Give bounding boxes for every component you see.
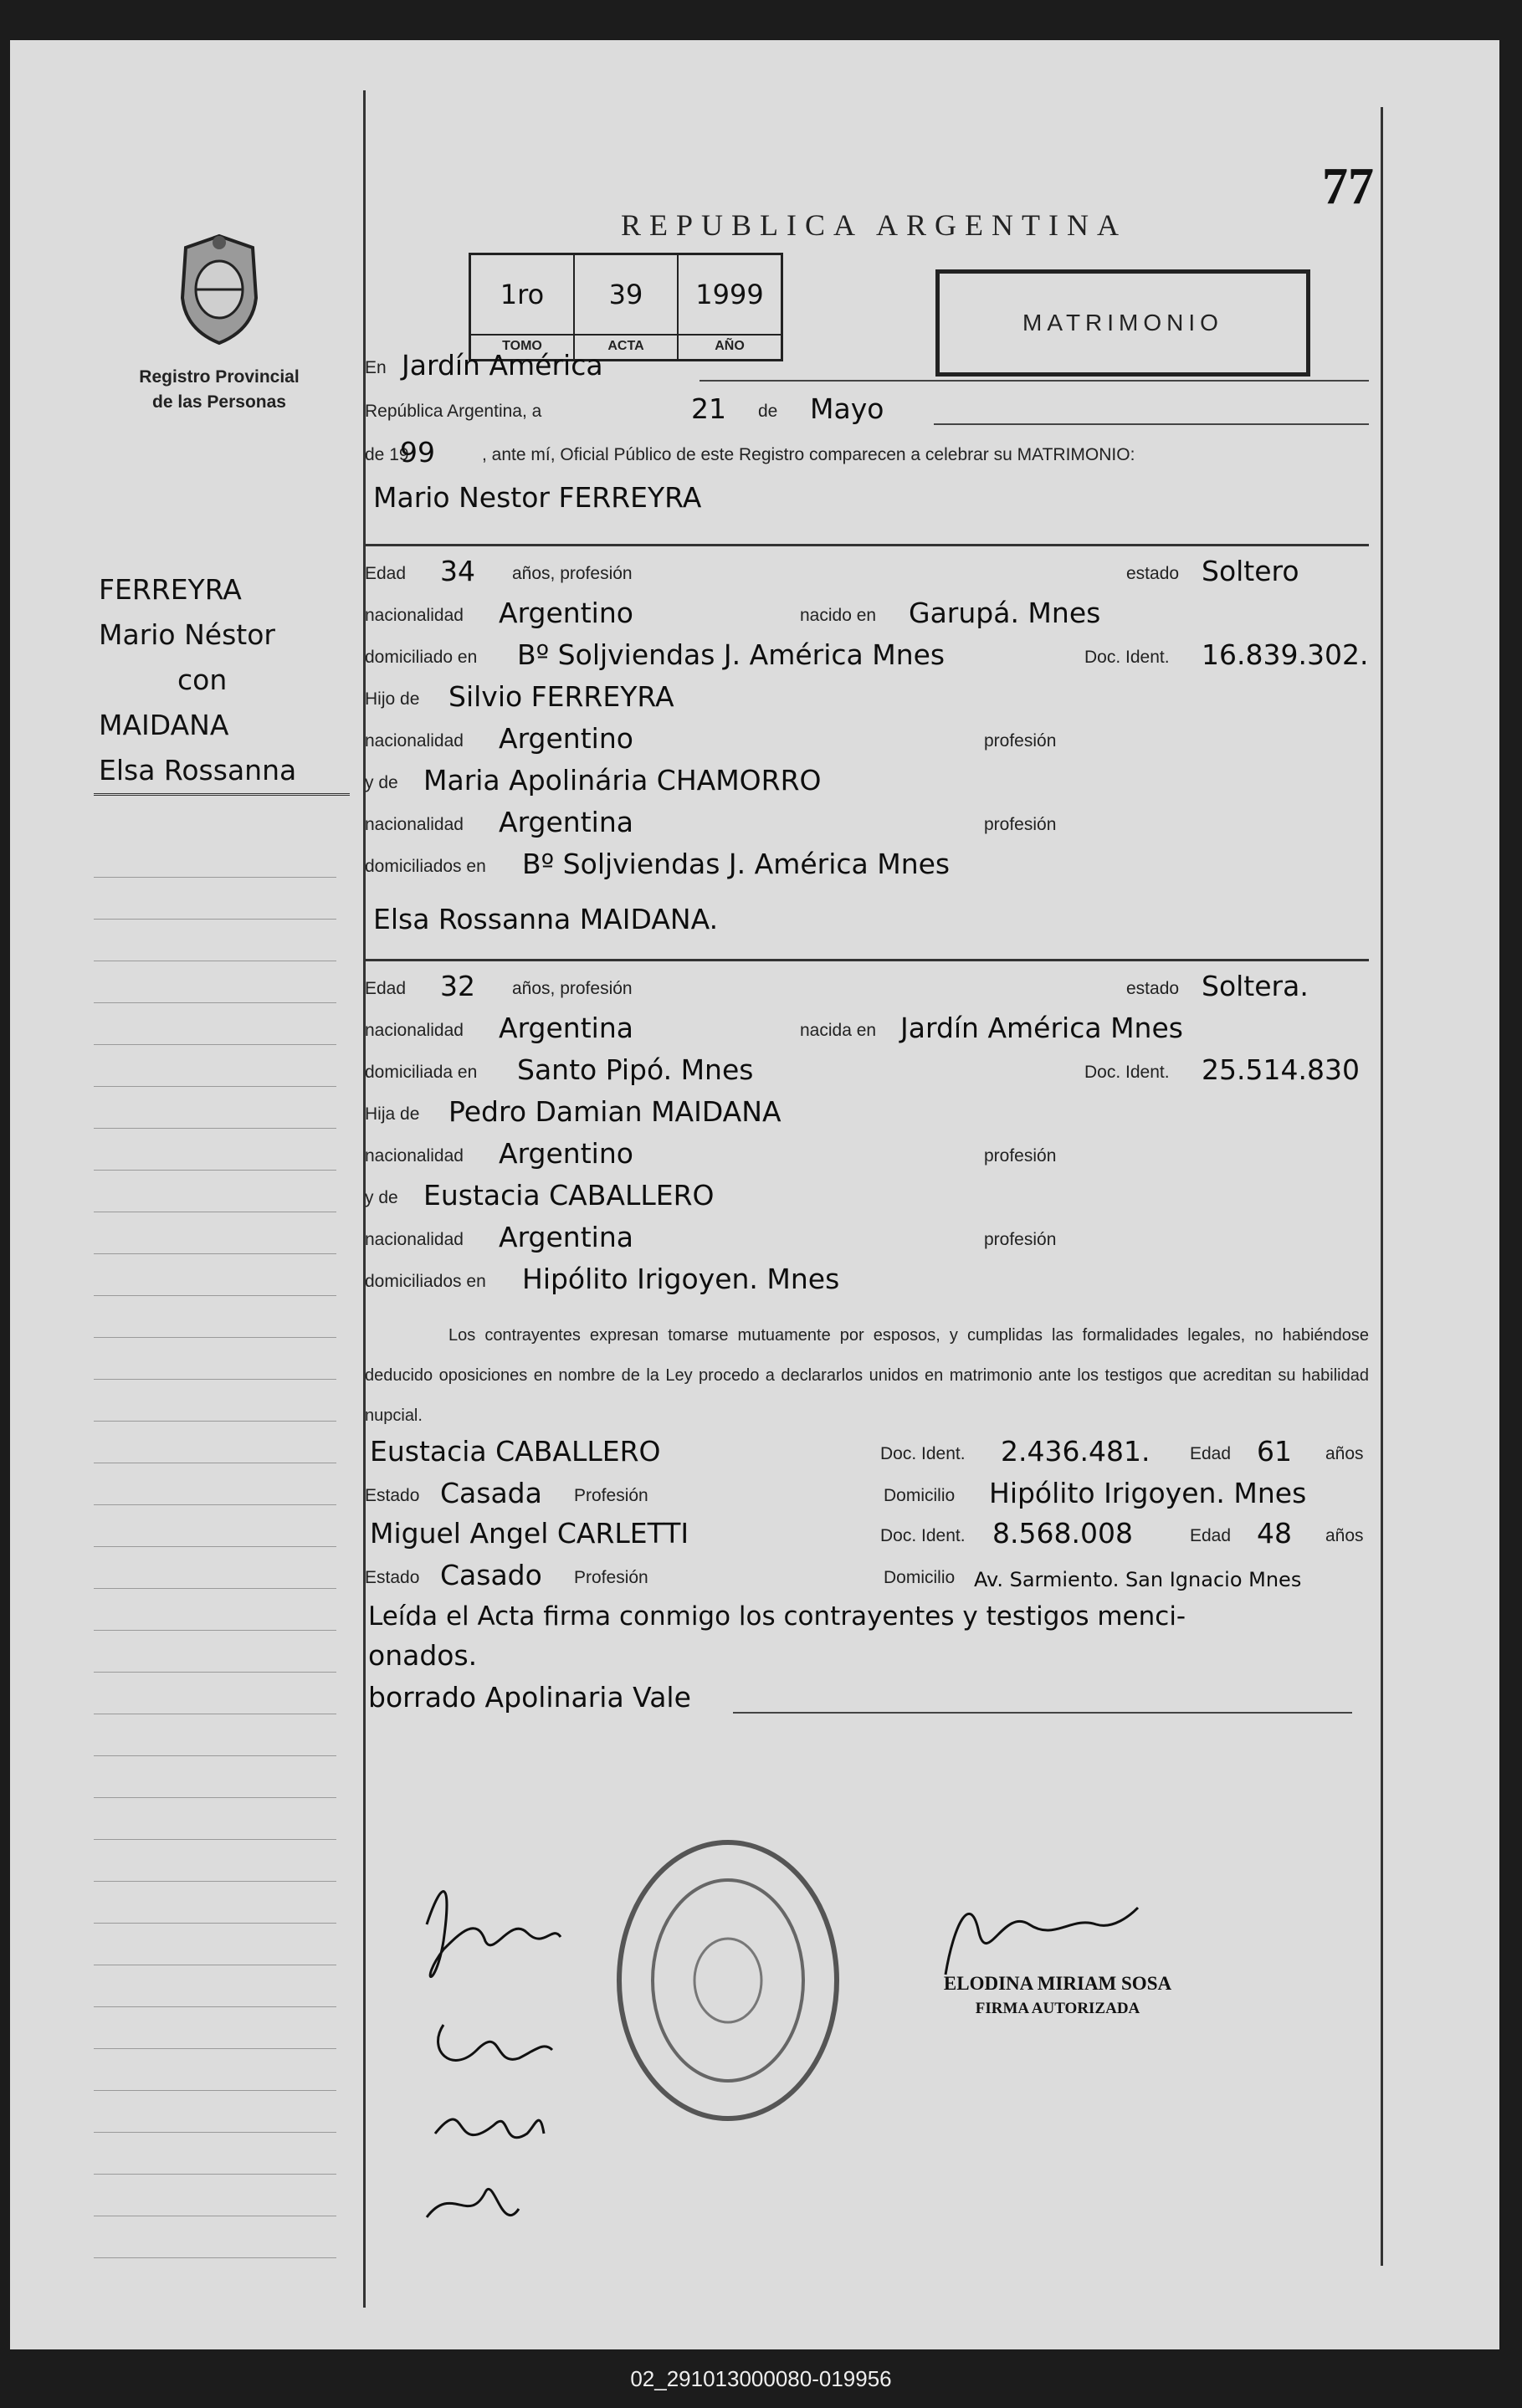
ruled-line [94, 1170, 336, 1171]
ruled-line [94, 2174, 336, 2175]
groom-parents-address-row [365, 848, 1369, 882]
official-seal-icon [611, 1834, 845, 2127]
witness-2-address: Av. Sarmiento. San Ignacio Mnes [974, 1568, 1302, 1591]
witness-2-row [365, 1518, 1369, 1551]
ruled-line [94, 1421, 336, 1422]
tomo-label: TOMO [471, 334, 573, 354]
bride-parents-address: Hipólito Irigoyen. Mnes [522, 1263, 840, 1295]
label-profesion: profesión [984, 1230, 1057, 1249]
ruled-line [94, 2048, 336, 2049]
ruled-line [94, 1881, 336, 1882]
place-value: Jardín América [402, 349, 603, 382]
margin-note-line: Mario Néstor [99, 618, 275, 651]
witness-2-detail-row [365, 1560, 1369, 1593]
ruled-line [94, 1337, 336, 1338]
ruled-line [94, 1797, 336, 1798]
declaration-paragraph: Los contrayentes expresan tomarse mutuamente por esposos, y cumplidas las formalidades legales, no habiéndose deducido oposiciones en nombre de la Ley procedo a declararlos unidos en matrimonio ante los testigos que acreditan su habilidad nupcial. [365, 1326, 1369, 1425]
bride-parents-address-row [365, 1263, 1369, 1297]
groom-mother-nationality: Argentina [499, 806, 633, 838]
ano-label: AÑO [679, 334, 781, 354]
label-year-prefix: de 19 [365, 445, 409, 464]
bride-father-nat-row [365, 1138, 1369, 1171]
witness-1-age: 61 [1257, 1435, 1292, 1468]
official-role: FIRMA AUTORIZADA [975, 2000, 1140, 2017]
tomo-cell [471, 255, 575, 359]
bride-mother-row [365, 1180, 1369, 1213]
groom-mother-nat-row [365, 807, 1369, 840]
closing-row-1 [365, 1600, 1369, 1633]
ruled-line [94, 1672, 336, 1673]
ruled-line [94, 2257, 336, 2258]
label-doc: Doc. Ident. [880, 1444, 966, 1463]
bride-mother-nat-row [365, 1222, 1369, 1255]
label-anos: años [1325, 1444, 1364, 1463]
groom-civil-status: Soltero [1202, 555, 1299, 587]
bride-civil-status: Soltera. [1202, 970, 1309, 1002]
label-domiciliados: domiciliados en [365, 1272, 486, 1291]
ruled-line [94, 1755, 336, 1756]
groom-age: 34 [440, 555, 475, 587]
year-value: 99 [400, 436, 435, 469]
scan-identifier: 02_291013000080-019956 [630, 2366, 892, 2391]
ruled-line [94, 1923, 336, 1924]
label-estado: estado [1126, 979, 1180, 998]
acta-cell [575, 255, 679, 359]
organization-line: Registro Provincial [139, 367, 300, 387]
right-rule [1381, 107, 1383, 2266]
label-profesion: Profesión [574, 1568, 648, 1587]
label-profesion: profesión [984, 1146, 1057, 1166]
margin-note-line: con [177, 663, 228, 696]
witness-1-row [365, 1436, 1369, 1469]
fill-line [934, 423, 1369, 425]
witness-2-name: Miguel Angel CARLETTI [370, 1517, 689, 1550]
groom-age-row [365, 556, 1369, 589]
witness-1-address: Hipólito Irigoyen. Mnes [989, 1477, 1307, 1509]
official-name: ELODINA MIRIAM SOSA [943, 1973, 1172, 1994]
official-stamp [907, 1973, 1208, 2018]
ruled-line [94, 1044, 336, 1045]
witness-2-age: 48 [1257, 1517, 1292, 1550]
groom-father-nat-row [365, 723, 1369, 756]
label-nacido: nacido en [800, 606, 877, 625]
label-y-de: y de [365, 773, 398, 792]
groom-parents-address: Bº Soljviendas J. América Mnes [522, 848, 951, 880]
bride-birthplace: Jardín América Mnes [900, 1012, 1183, 1044]
bride-age-row [365, 971, 1369, 1004]
month-value: Mayo [810, 392, 884, 425]
label-profesion: profesión [984, 731, 1057, 751]
witness-1-civil-status: Casada [440, 1477, 542, 1509]
ruled-line [94, 1379, 336, 1380]
label-edad: Edad [365, 564, 407, 583]
groom-father-nationality: Argentino [499, 722, 633, 755]
label-edad: Edad [365, 979, 407, 998]
ruled-line [94, 2132, 336, 2133]
witness-2-document: 8.568.008 [992, 1517, 1133, 1550]
bride-father-row [365, 1096, 1369, 1130]
ano-value: 1999 [695, 279, 764, 310]
registry-box [469, 253, 783, 361]
bride-nationality-row [365, 1012, 1369, 1046]
bride-nationality: Argentina [499, 1012, 633, 1044]
coat-of-arms-icon [169, 231, 269, 348]
acta-value: 39 [608, 279, 643, 310]
label-hija: Hija de [365, 1104, 420, 1124]
margin-note [94, 567, 361, 796]
label-domicilio: Domicilio [884, 1486, 956, 1505]
closing-row-2 [365, 1640, 1369, 1673]
section-divider [365, 544, 1369, 546]
label-nacionalidad: nacionalidad [365, 731, 464, 751]
organization-name [110, 365, 328, 415]
ruled-line [94, 1504, 336, 1505]
label-nacionalidad: nacionalidad [365, 1021, 464, 1040]
tomo-value: 1ro [500, 279, 545, 310]
ano-cell [679, 255, 781, 359]
intro-date-row [365, 393, 1369, 427]
label-estado: Estado [365, 1568, 420, 1587]
label-edad: Edad [1190, 1526, 1232, 1545]
label-nacionalidad: nacionalidad [365, 1146, 464, 1166]
bride-mother-nationality: Argentina [499, 1221, 633, 1253]
label-nacionalidad: nacionalidad [365, 1230, 464, 1249]
bride-name-row [365, 904, 1369, 937]
ruled-line [94, 2090, 336, 2091]
witness-1-document: 2.436.481. [1001, 1435, 1150, 1468]
bride-address-row [365, 1054, 1369, 1088]
correction-note: borrado Apolinaria Vale [368, 1681, 691, 1714]
label-en: En [365, 358, 387, 377]
witness-1-detail-row [365, 1478, 1369, 1511]
groom-document: 16.839.302. [1202, 638, 1369, 671]
label-nacida: nacida en [800, 1021, 877, 1040]
closing-text: Leída el Acta firma conmigo los contrayentes y testigos menci- [368, 1601, 1186, 1632]
correction-row [365, 1682, 1369, 1715]
margin-note-line: MAIDANA [99, 709, 229, 741]
closing-text: onados. [368, 1639, 478, 1672]
label-y-de: y de [365, 1188, 398, 1207]
groom-name-row [365, 482, 1369, 515]
label-nacionalidad: nacionalidad [365, 815, 464, 834]
label-hijo: Hijo de [365, 689, 420, 709]
label-republica: República Argentina, a [365, 402, 542, 421]
acta-label: ACTA [575, 334, 677, 354]
witness-2-civil-status: Casado [440, 1559, 542, 1591]
groom-address: Bº Soljviendas J. América Mnes [517, 638, 945, 671]
label-profesion: Profesión [574, 1486, 648, 1505]
ruled-line [94, 1002, 336, 1003]
ruled-line [94, 1839, 336, 1840]
label-domiciliados: domiciliados en [365, 857, 486, 876]
margin-note-line: Elsa Rossanna [94, 748, 350, 796]
ruled-line [94, 1295, 336, 1296]
bride-document: 25.514.830 [1202, 1053, 1360, 1086]
page-title: REPUBLICA ARGENTINA [621, 208, 1128, 242]
ruled-line [94, 1630, 336, 1631]
groom-mother: Maria Apolinária CHAMORRO [423, 764, 822, 797]
intro-statement-row [365, 437, 1369, 470]
label-doc: Doc. Ident. [1084, 1063, 1170, 1082]
label-de: de [758, 402, 778, 421]
ruled-line [94, 877, 336, 878]
day-value: 21 [691, 392, 726, 425]
bride-father: Pedro Damian MAIDANA [448, 1095, 781, 1128]
label-domicilio: Domicilio [884, 1568, 956, 1587]
label-anos: años [1325, 1526, 1364, 1545]
bride-father-nationality: Argentino [499, 1137, 633, 1170]
ruled-line [94, 1086, 336, 1087]
ruled-line [94, 919, 336, 920]
label-profesion: profesión [984, 815, 1057, 834]
label-doc: Doc. Ident. [880, 1526, 966, 1545]
statement-text: , ante mí, Oficial Público de este Registro comparecen a celebrar su MATRIMONIO: [482, 445, 1135, 464]
section-divider [365, 959, 1369, 961]
record-type-box: MATRIMONIO [935, 269, 1310, 377]
party-signatures [393, 1857, 594, 2242]
bride-address: Santo Pipó. Mnes [517, 1053, 754, 1086]
organization-line: de las Personas [152, 392, 286, 412]
ruled-line [94, 1588, 336, 1589]
label-estado: estado [1126, 564, 1180, 583]
groom-father: Silvio FERREYRA [448, 680, 674, 713]
ruled-line [94, 2006, 336, 2007]
ruled-line [94, 1253, 336, 1254]
fill-line [733, 1712, 1352, 1714]
witness-1-name: Eustacia CABALLERO [370, 1435, 661, 1468]
ruled-line [94, 1546, 336, 1547]
bride-name: Elsa Rossanna MAIDANA. [373, 903, 719, 935]
label-anos-profesion: años, profesión [512, 564, 633, 583]
margin-note-line: FERREYRA [99, 573, 242, 606]
groom-mother-row [365, 765, 1369, 798]
label-estado: Estado [365, 1486, 420, 1505]
groom-nationality-row [365, 597, 1369, 631]
label-domicilio: domiciliada en [365, 1063, 478, 1082]
label-doc: Doc. Ident. [1084, 648, 1170, 667]
groom-name: Mario Nestor FERREYRA [373, 481, 702, 514]
ruled-line [94, 1128, 336, 1129]
label-edad: Edad [1190, 1444, 1232, 1463]
label-nacionalidad: nacionalidad [365, 606, 464, 625]
bride-mother: Eustacia CABALLERO [423, 1179, 715, 1212]
groom-nationality: Argentino [499, 597, 633, 629]
label-anos-profesion: años, profesión [512, 979, 633, 998]
groom-address-row [365, 639, 1369, 673]
bride-age: 32 [440, 970, 475, 1002]
groom-father-row [365, 681, 1369, 715]
label-domicilio: domiciliado en [365, 648, 478, 667]
page-number: 77 [1322, 158, 1374, 215]
groom-birthplace: Garupá. Mnes [909, 597, 1101, 629]
fill-line [700, 380, 1369, 382]
intro-place-row [365, 350, 1369, 383]
